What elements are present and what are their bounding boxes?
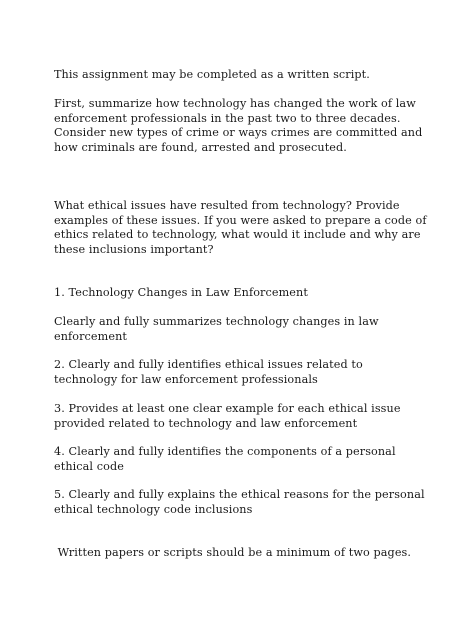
text-line: technology for law enforcement professionals	[54, 372, 318, 386]
text-line: 3. Provides at least one clear example for each ethical issue	[54, 402, 401, 415]
text-line: Clearly and fully summarizes technology changes in law	[54, 315, 379, 328]
ethics-prompt-paragraph	[54, 199, 427, 257]
text-line: 4. Clearly and fully identifies the components of a personal	[54, 445, 396, 458]
text-line: 1. Technology Changes in Law Enforcement	[54, 286, 308, 299]
text-line: examples of these issues. If you were asked to prepare a code of	[54, 213, 427, 227]
criterion-4	[54, 445, 406, 474]
length-requirement	[54, 546, 412, 561]
text-line: 5. Clearly and fully explains the ethical reasons for the personal	[54, 488, 425, 501]
text-line: ethical code	[54, 459, 124, 473]
criterion-5	[54, 488, 425, 517]
intro-line	[54, 68, 406, 83]
text-line: enforcement professionals in the past two to three decades.	[54, 111, 401, 125]
text-line: This assignment may be completed as a written script.	[54, 68, 370, 81]
text-line: First, summarize how technology has changed the work of law	[54, 97, 416, 110]
criterion-summary	[54, 315, 406, 344]
summary-prompt-paragraph	[54, 97, 423, 155]
criterion-2	[54, 358, 406, 387]
text-line: these inclusions important?	[54, 242, 214, 256]
text-line: enforcement	[54, 329, 127, 343]
text-line: 2. Clearly and fully identifies ethical issues related to	[54, 358, 363, 371]
text-line: ethics related to technology, what would it include and why are	[54, 228, 421, 241]
text-line: ethical technology code inclusions	[54, 502, 253, 516]
criterion-3	[54, 402, 406, 431]
section-heading	[54, 286, 406, 301]
text-line: Written papers or scripts should be a minimum of two pages.	[54, 546, 412, 559]
text-line: provided related to technology and law enforcement	[54, 416, 358, 430]
text-line: What ethical issues have resulted from technology? Provide	[54, 199, 400, 212]
text-line: Consider new types of crime or ways crimes are committed and	[54, 126, 423, 139]
text-line: how criminals are found, arrested and prosecuted.	[54, 140, 347, 154]
